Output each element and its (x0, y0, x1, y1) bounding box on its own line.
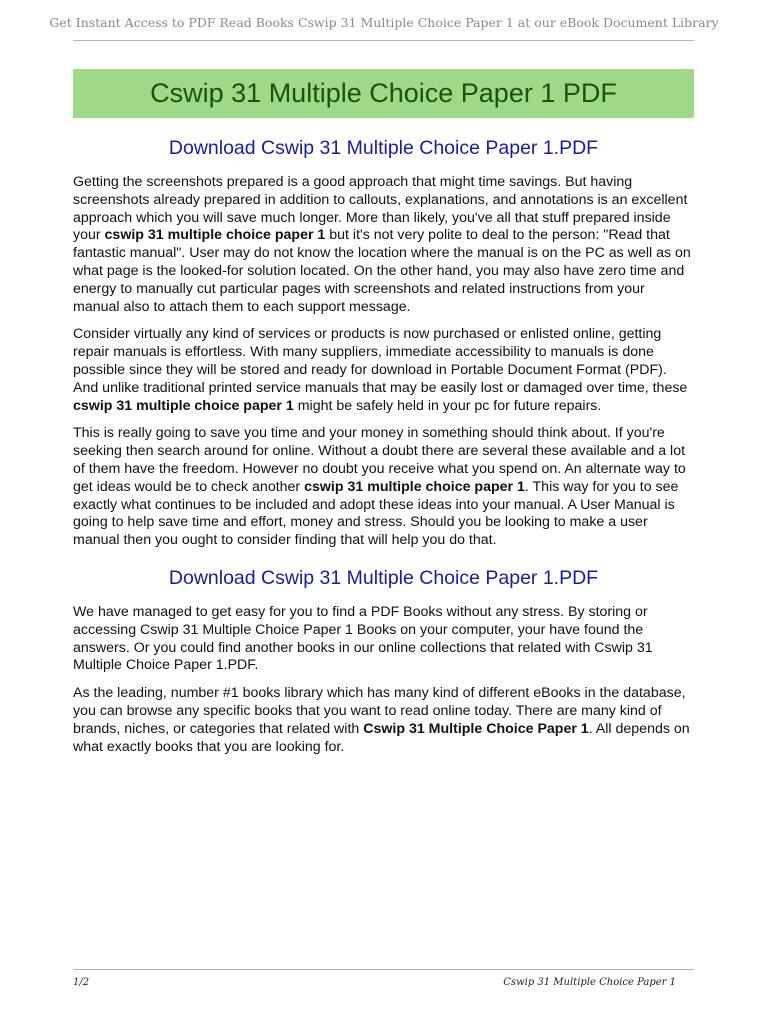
keyword-bold: cswip 31 multiple choice paper 1 (104, 227, 326, 244)
download-link-2[interactable]: Download Cswip 31 Multiple Choice Paper 1.PDF (168, 566, 599, 589)
paragraph-2: Consider virtually any kind of services or products is now purchased or enlisted online, getting repair manuals is effortless. With many suppliers, immediate accessibility to manuals is done possible since they will be stored and ready for download in Portable Document Format (PDF). And unlike traditional printed service manuals that may be easily lost or damaged over time, these cswip 31 multiple choice paper 1 might be safely held in your pc for future repairs. (73, 326, 688, 414)
page-number: 1/2 (73, 977, 90, 988)
paragraph-1: Getting the screenshots prepared is a good approach that might time savings. But having screenshots already prepared in addition to callouts, explanations, and annotations is an excellent approach which you will save much longer. More than likely, you've all that stuff prepared inside your cswip 31 multiple choice paper 1 but it's not very polite to deal to the person: "Read that fantastic manual". User may do not know the location where the manual is on the PC as well as on what page is the looked-for solution located. On the other hand, you may also have zero time and energy to manually cut particular pages with screenshots and related instructions from your manual also to attach them to each support message. (73, 174, 691, 315)
paragraph-3: This is really going to save you time and your money in something should think about. If you're seeking then search around for online. Without a doubt there are several these available and a lot of them have the freedom. However no doubt you receive what you spend on. An alternate way to get ideas would be to check another cswip 31 multiple choice paper 1. This way for you to see exactly what continues to be included and adopt these ideas into your manual. A User Manual is going to help save time and effort, money and stress. Should you be looking to make a user manual then you ought to consider finding that will help you do that. (73, 425, 686, 549)
paragraph-5: As the leading, number #1 books library which has many kind of different eBooks in the database, you can browse any specific books that you want to read online today. There are many kind of brands, niches, or categories that related with Cswip 31 Multiple Choice Paper 1. All depends on what exactly books that you are looking for. (73, 685, 690, 755)
paragraph-4: We have managed to get easy for you to find a PDF Books without any stress. By storing or accessing Cswip 31 Multiple Choice Paper 1 Books on your computer, your have found the answers. Or you could find another books in our online collections that related with Cswip 31 Multiple Choice Paper 1.PDF. (73, 603, 653, 674)
page-header: Get Instant Access to PDF Read Books Cswip 31 Multiple Choice Paper 1 at our eBook Document Library (49, 15, 719, 30)
document-body (73, 136, 694, 766)
keyword-bold: cswip 31 multiple choice paper 1 (73, 397, 294, 414)
keyword-bold: Cswip 31 Multiple Choice Paper 1 (363, 720, 589, 737)
title-banner (73, 69, 694, 118)
header-divider (73, 40, 694, 41)
footer-doc-title: Cswip 31 Multiple Choice Paper 1 (503, 977, 676, 988)
download-link-1[interactable]: Download Cswip 31 Multiple Choice Paper 1.PDF (168, 137, 599, 159)
page-title: Cswip 31 Multiple Choice Paper 1 PDF (150, 78, 617, 108)
keyword-bold: cswip 31 multiple choice paper 1 (304, 478, 525, 495)
footer-divider (73, 969, 694, 970)
